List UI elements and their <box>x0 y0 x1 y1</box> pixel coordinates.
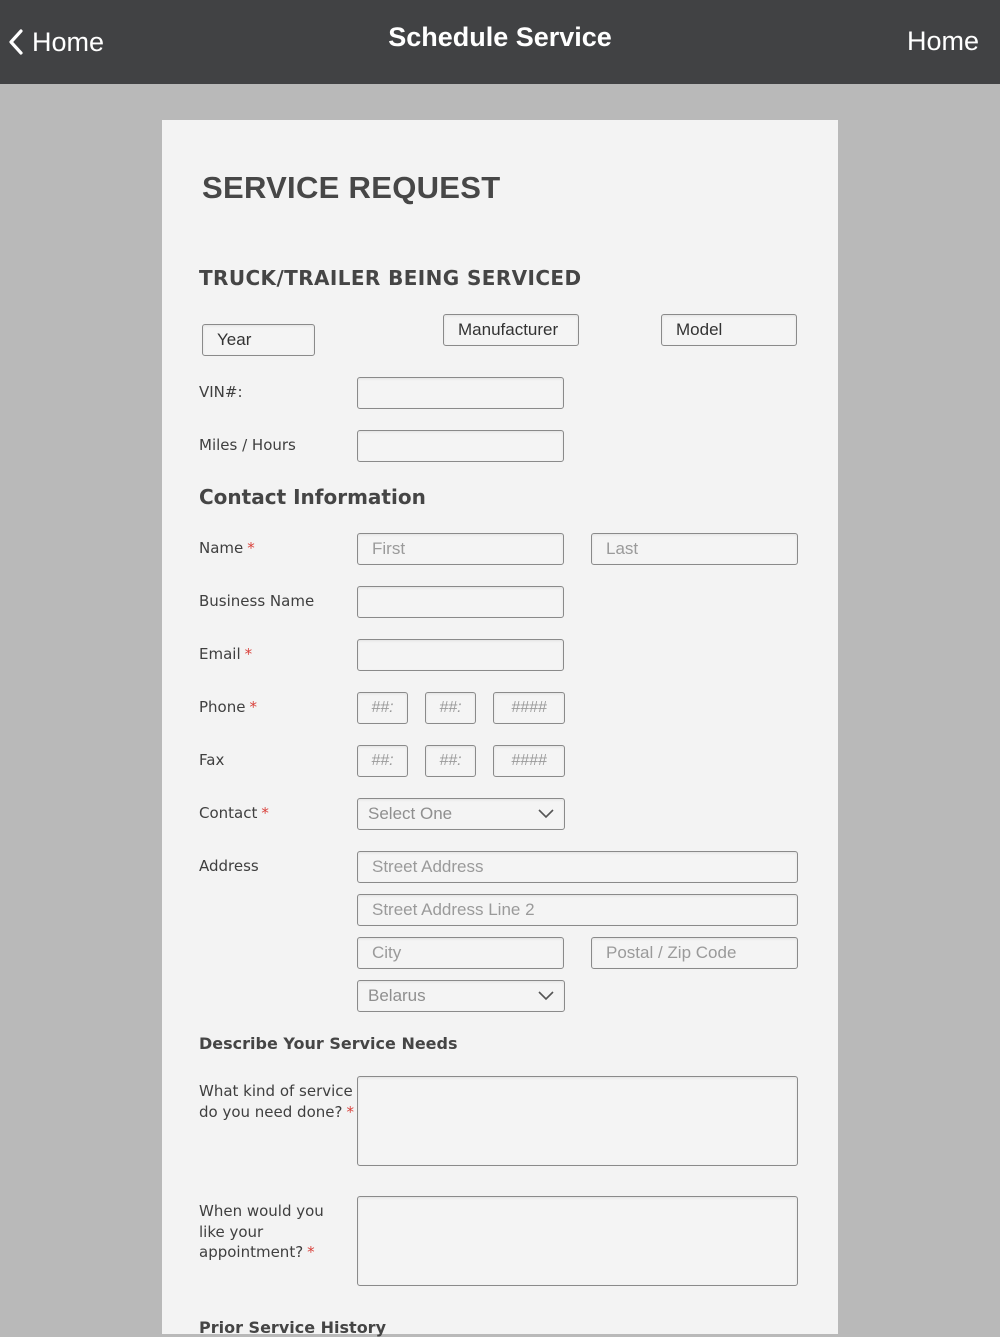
required-mark: * <box>307 1243 315 1261</box>
fax-line-input[interactable] <box>493 745 565 777</box>
page-title: Schedule Service <box>388 22 612 52</box>
home-button[interactable]: Home <box>906 26 979 56</box>
required-mark: * <box>261 804 269 822</box>
postal-code-input[interactable] <box>591 937 798 969</box>
fax-area-code-input[interactable] <box>357 745 408 777</box>
name-label: Name * <box>199 539 255 557</box>
contact-section-heading: Contact Information <box>199 485 426 509</box>
email-input[interactable] <box>357 639 564 671</box>
country-selected: Belarus <box>368 986 426 1005</box>
model-button[interactable]: Model <box>661 314 797 346</box>
city-input[interactable] <box>357 937 564 969</box>
miles-hours-input[interactable] <box>357 430 564 462</box>
back-button-label: Home <box>32 26 105 57</box>
address-label: Address <box>199 857 259 875</box>
fax-prefix-input[interactable] <box>425 745 476 777</box>
service-request-form <box>162 120 838 1337</box>
service-needs-heading: Describe Your Service Needs <box>199 1034 458 1053</box>
appointment-textarea[interactable] <box>357 1196 798 1286</box>
contact-method-label: Contact * <box>199 804 269 822</box>
chevron-down-icon <box>538 991 554 1001</box>
contact-method-selected: Select One <box>368 804 453 823</box>
vin-label: VIN#: <box>199 383 243 401</box>
street-address-input[interactable] <box>357 851 798 883</box>
fax-label: Fax <box>199 751 225 769</box>
appointment-label: When would you like your appointment? * <box>199 1202 324 1261</box>
street-address-line2-input[interactable] <box>357 894 798 926</box>
phone-prefix-input[interactable] <box>425 692 476 724</box>
required-mark: * <box>249 698 257 716</box>
last-name-input[interactable] <box>591 533 798 565</box>
service-kind-label: What kind of service do you need done? * <box>199 1082 354 1121</box>
phone-area-code-input[interactable] <box>357 692 408 724</box>
country-select[interactable] <box>357 980 565 1012</box>
required-mark: * <box>244 645 253 663</box>
service-kind-textarea[interactable] <box>357 1076 798 1166</box>
navigation-bar <box>0 0 1000 84</box>
phone-line-input[interactable] <box>493 692 565 724</box>
business-name-label: Business Name <box>199 592 315 610</box>
vehicle-section-heading: TRUCK/TRAILER BEING SERVICED <box>199 266 582 290</box>
required-mark: * <box>247 539 255 557</box>
business-name-input[interactable] <box>357 586 564 618</box>
manufacturer-button[interactable]: Manufacturer <box>443 314 579 346</box>
required-mark: * <box>346 1102 354 1121</box>
year-button[interactable]: Year <box>202 324 315 356</box>
miles-hours-label: Miles / Hours <box>199 436 296 454</box>
service-history-heading: Prior Service History <box>199 1318 386 1337</box>
contact-method-select[interactable] <box>357 798 565 830</box>
chevron-down-icon <box>538 809 554 819</box>
form-title: SERVICE REQUEST <box>202 170 501 205</box>
first-name-input[interactable] <box>357 533 564 565</box>
phone-label: Phone * <box>199 698 257 716</box>
vin-input[interactable] <box>357 377 564 409</box>
email-label: Email * <box>199 645 253 663</box>
